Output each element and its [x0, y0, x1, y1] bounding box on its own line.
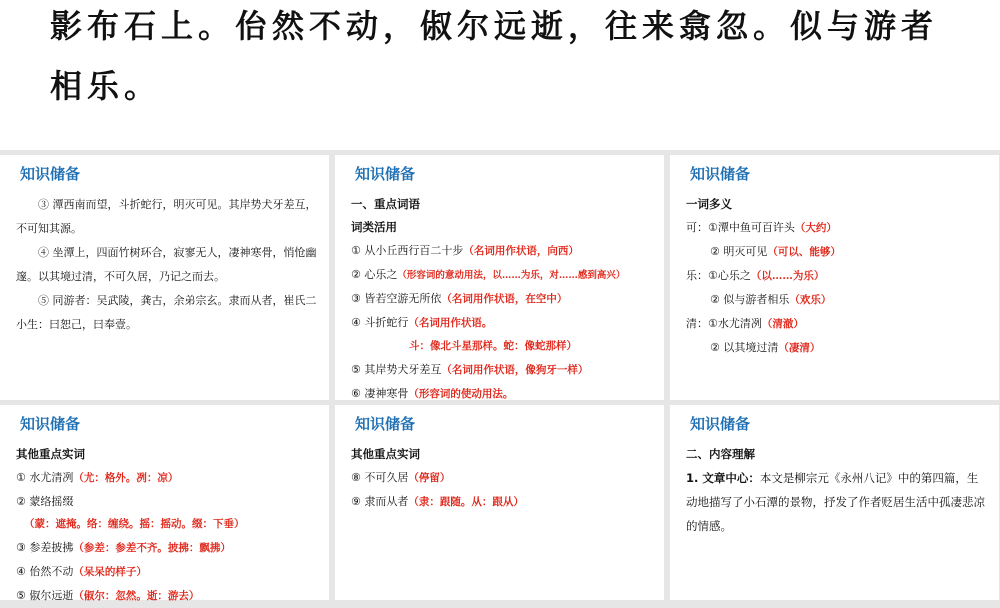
section-heading: 一词多义 — [686, 197, 732, 211]
summary-label: 1. 文章中心： — [686, 471, 760, 485]
polysemy-line-4: ② 似与游者相乐（欢乐） — [710, 293, 832, 306]
sub-heading: 词类活用 — [351, 220, 397, 234]
usage-line-4: ④ 斗折蛇行（名词用作状语。 — [351, 316, 493, 329]
word-line-1: ① 水尤清冽（尤：格外。冽：凉） — [16, 471, 179, 484]
usage-line-3: ③ 皆若空游无所依（名词用作状语，在空中） — [351, 292, 568, 305]
section-heading: 二、内容理解 — [686, 447, 755, 461]
usage-line-2: ② 心乐之（形容词的意动用法，以……为乐，对……感到高兴） — [351, 268, 626, 281]
classical-text: 影布石上。佁然不动，俶尔远逝，往来翕忽。似与游者相乐。 — [50, 7, 939, 105]
usage-line-4-note: 斗：像北斗星那样。蛇：像蛇那样） — [409, 340, 577, 352]
card-body — [16, 193, 319, 337]
word-line-5: ⑤ 俶尔远逝（俶尔：忽然。逝：游去） — [16, 589, 200, 602]
knowledge-card-4 — [0, 405, 329, 600]
card-title: 知识储备 — [20, 165, 81, 183]
usage-line-6: ⑥ 凄神寒骨（形容词的使动用法。 — [351, 387, 514, 400]
section-heading: 其他重点实词 — [351, 447, 420, 461]
card-title: 知识储备 — [690, 415, 751, 433]
paragraph-3: ③ 潭西南而望，斗折蛇行，明灭可见。其岸势犬牙差互，不可知其源。 — [16, 198, 317, 235]
usage-line-1: ① 从小丘西行百二十步（名词用作状语，向西） — [351, 244, 579, 257]
polysemy-line-6: ② 以其境过清（凄清） — [710, 341, 821, 354]
paragraph-5: ⑤ 同游者：吴武陵，龚古，余弟宗玄。隶而从者，崔氏二小生：曰恕己，曰奉壹。 — [16, 294, 317, 331]
card-body — [16, 443, 319, 608]
card-title: 知识储备 — [20, 415, 81, 433]
card-body — [686, 443, 989, 538]
word-line-2-note: （蒙：遮掩。络：缠绕。摇：摇动。缀：下垂） — [24, 518, 245, 530]
card-body — [351, 193, 654, 429]
card-title: 知识储备 — [355, 165, 416, 183]
polysemy-line-5: 清：①水尤清冽（清澈） — [686, 317, 804, 330]
card-body — [686, 193, 989, 360]
paragraph-4: ④ 坐潭上，四面竹树环合，寂寥无人，凄神寒骨，悄怆幽邃。以其境过清，不可久居，乃记之而去。 — [16, 246, 317, 283]
knowledge-card-5 — [335, 405, 664, 600]
section-heading: 一、重点词语 — [351, 197, 420, 211]
section-heading: 其他重点实词 — [16, 447, 85, 461]
card-title: 知识储备 — [690, 165, 751, 183]
content-summary — [686, 466, 989, 538]
slide-top-area — [0, 0, 1000, 150]
knowledge-card-2 — [335, 155, 664, 400]
word-line-9: ⑨ 隶而从者（隶：跟随。从：跟从） — [351, 495, 524, 508]
polysemy-line-2: ② 明灭可见（可以、能够） — [710, 245, 841, 258]
word-line-8: ⑧ 不可久居（停留） — [351, 471, 451, 484]
word-line-4: ④ 佁然不动（呆呆的样子） — [16, 565, 147, 578]
polysemy-line-1: 可：①潭中鱼可百许头（大约） — [686, 221, 837, 234]
card-title: 知识储备 — [355, 415, 416, 433]
usage-line-5: ⑤ 其岸势犬牙差互（名词用作状语，像狗牙一样） — [351, 363, 589, 376]
word-line-3: ③ 参差披拂（参差：参差不齐。披拂：飘拂） — [16, 541, 231, 554]
knowledge-card-3 — [670, 155, 999, 400]
knowledge-card-6 — [670, 405, 999, 600]
word-line-2: ② 蒙络摇缀 — [16, 495, 74, 508]
summary-text: 本文是柳宗元《永州八记》中的第四篇，生动地描写了小石潭的景物，抒发了作者贬居生活中孤凄悲凉的情感。 — [686, 471, 985, 533]
card-body — [351, 443, 654, 514]
knowledge-card-1 — [0, 155, 329, 400]
polysemy-line-3: 乐：①心乐之（以……为乐） — [686, 269, 825, 282]
